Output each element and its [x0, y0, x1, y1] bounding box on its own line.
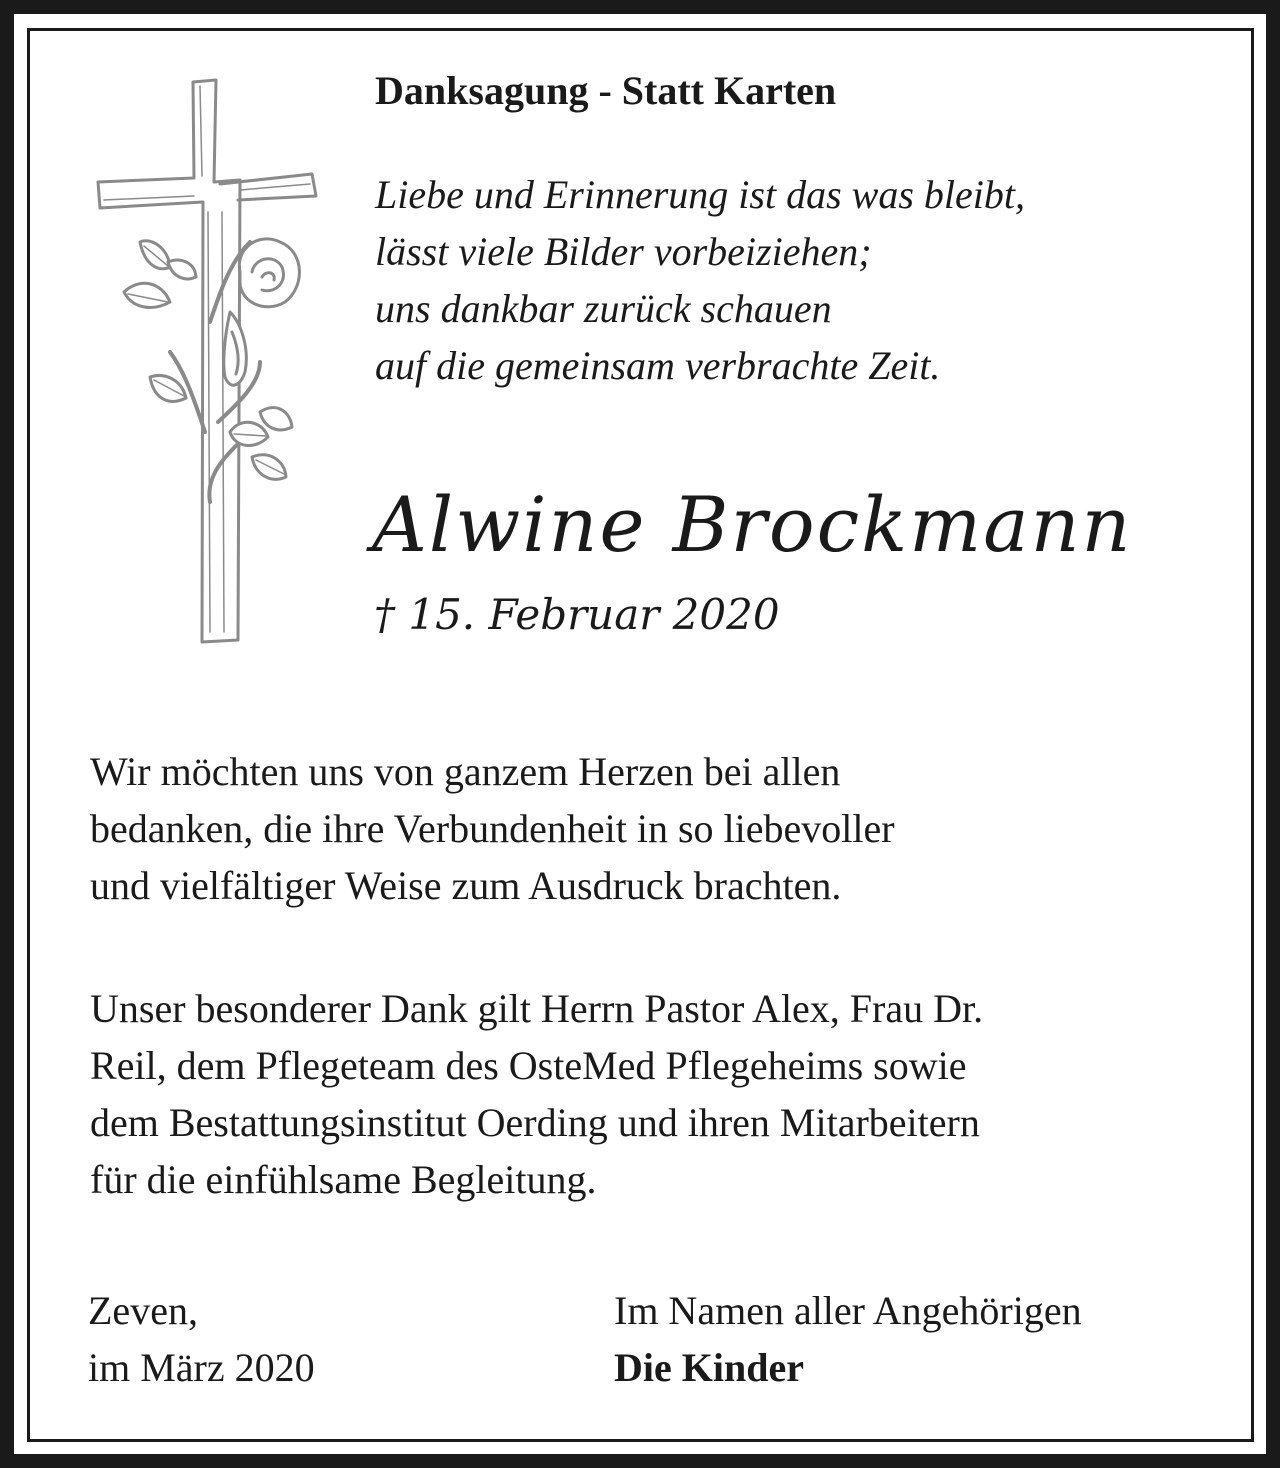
poem-line: Liebe und Erinnerung ist das was bleibt,: [375, 172, 1025, 217]
cross-with-roses-icon: [90, 72, 330, 652]
signed-by: Die Kinder: [614, 1345, 804, 1390]
paragraph-line: bedanken, die ihre Verbundenheit in so liebevoller: [90, 806, 895, 851]
signature: [614, 1282, 1082, 1396]
paragraph-line: dem Bestattungsinstitut Oerding und ihren Mitarbeitern: [90, 1100, 980, 1145]
place-date: [88, 1282, 315, 1396]
paragraph-line: und vielfältiger Weise zum Ausdruck brachten.: [90, 863, 842, 908]
page-title: Danksagung - Statt Karten: [375, 68, 837, 113]
paragraph-line: Unser besonderer Dank gilt Herrn Pastor Alex, Frau Dr.: [90, 986, 984, 1031]
special-thanks-paragraph: [90, 980, 1220, 1208]
poem-line: auf die gemeinsam verbrachte Zeit.: [375, 343, 941, 388]
death-date: † 15. Februar 2020: [374, 590, 780, 639]
place: Zeven,: [88, 1288, 198, 1333]
poem-line: uns dankbar zurück schauen: [375, 286, 832, 331]
paragraph-line: Wir möchten uns von ganzem Herzen bei allen: [90, 749, 841, 794]
deceased-name: Alwine Brockmann: [372, 480, 1133, 569]
paragraph-line: Reil, dem Pflegeteam des OsteMed Pflegeheims sowie: [90, 1043, 967, 1088]
thanks-paragraph: [90, 743, 1220, 914]
date: im März 2020: [88, 1345, 315, 1390]
paragraph-line: für die einfühlsame Begleitung.: [90, 1157, 597, 1202]
poem-line: lässt viele Bilder vorbeiziehen;: [375, 229, 872, 274]
on-behalf: Im Namen aller Angehörigen: [614, 1288, 1082, 1333]
poem: [375, 166, 1025, 394]
